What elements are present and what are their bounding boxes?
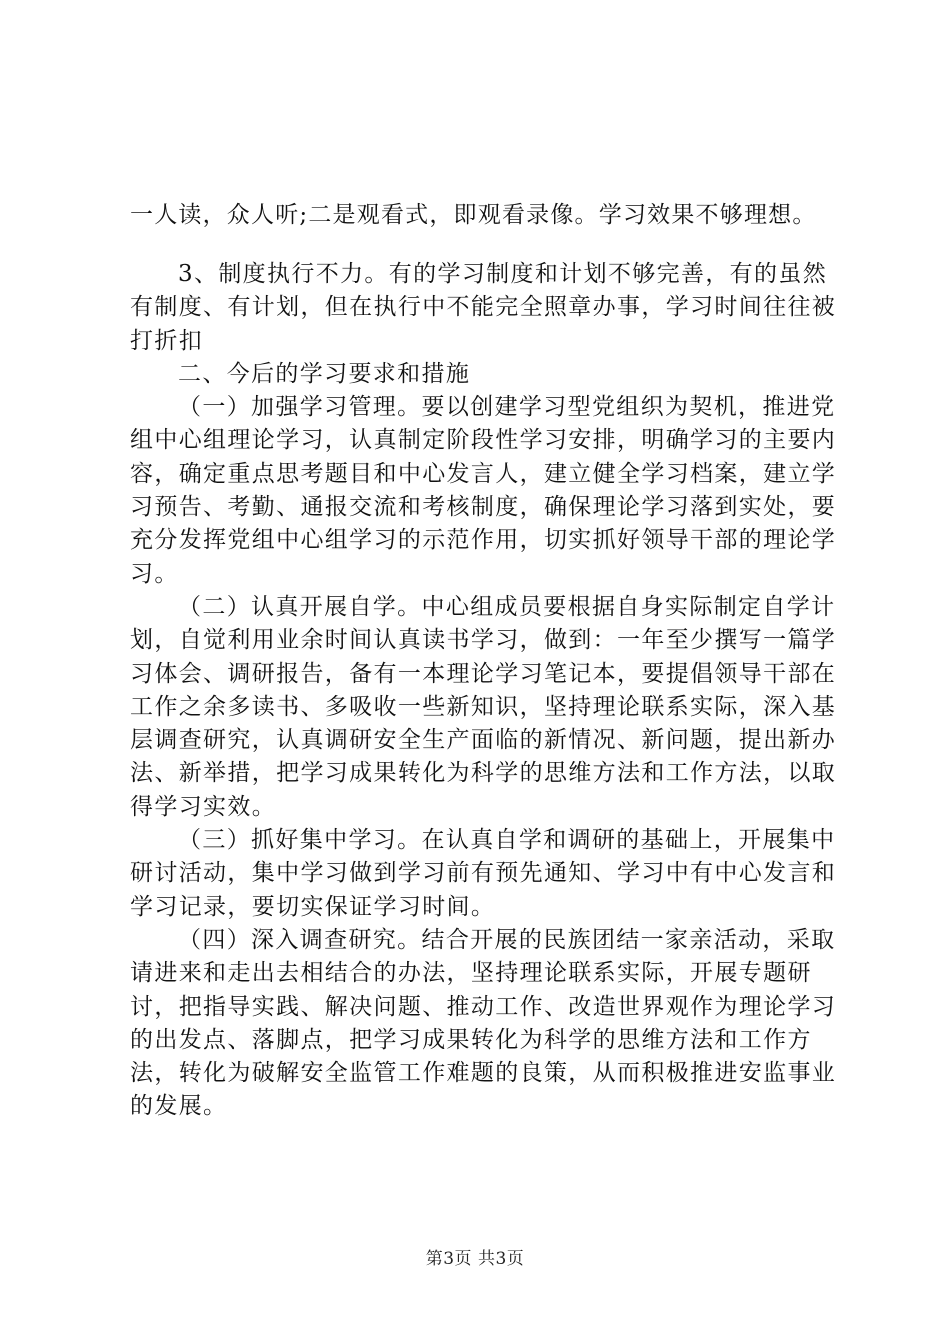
section-heading-requirements: 二、今后的学习要求和措施 (178, 360, 471, 387)
paragraph-item-4: （四）深入调查研究。结合开展的民族团结一家亲活动，采取请进来和走出去相结合的办法，坚持理论联系实际，开展专题研讨，把指导实践、解决问题、推动工作、改造世界观作为理论学习的出发点、落脚点，把学习成果转化为科学的思维方法和工作方法，转化为破解安全监管工作难题的良策，从而积极推进安监事业的发展。 (130, 926, 837, 1120)
document-body (130, 258, 842, 1124)
paragraph-continuation: 一人读，众人听;二是观看式，即观看录像。学习效果不够理想。 (130, 202, 817, 228)
page-footer: 第3页 共3页 (425, 1249, 525, 1269)
paragraph-item-2: （二）认真开展自学。中心组成员要根据自身实际制定自学计划，自觉利用业余时间认真读书学习，做到：一年至少撰写一篇学习体会、调研报告，备有一本理论学习笔记本，要提倡领导干部在工作之余多读书、多吸收一些新知识，坚持理论联系实际，深入基层调查研究，认真调研安全生产面临的新情况、新问题，提出新办法、新举措，把学习成果转化为科学的思维方法和工作方法，以取得学习实效。 (130, 593, 837, 820)
paragraph-item-3: （三）抓好集中学习。在认真自学和调研的基础上，开展集中研讨活动，集中学习做到学习前有预先通知、学习中有中心发言和学习记录，要切实保证学习时间。 (130, 827, 837, 920)
paragraph-item-1: （一）加强学习管理。要以创建学习型党组织为契机，推进党组中心组理论学习，认真制定阶段性学习安排，明确学习的主要内容，确定重点思考题目和中心发言人，建立健全学习档案，建立学习预告、考勤、通报交流和考核制度，确保理论学习落到实处，要充分发挥党组中心组学习的示范作用，切实抓好领导干部的理论学习。 (130, 394, 837, 587)
paragraph-institution-issue: 3、制度执行不力。有的学习制度和计划不够完善，有的虽然有制度、有计划，但在执行中不能完全照章办事，学习时间往往被打折扣 (130, 261, 837, 354)
